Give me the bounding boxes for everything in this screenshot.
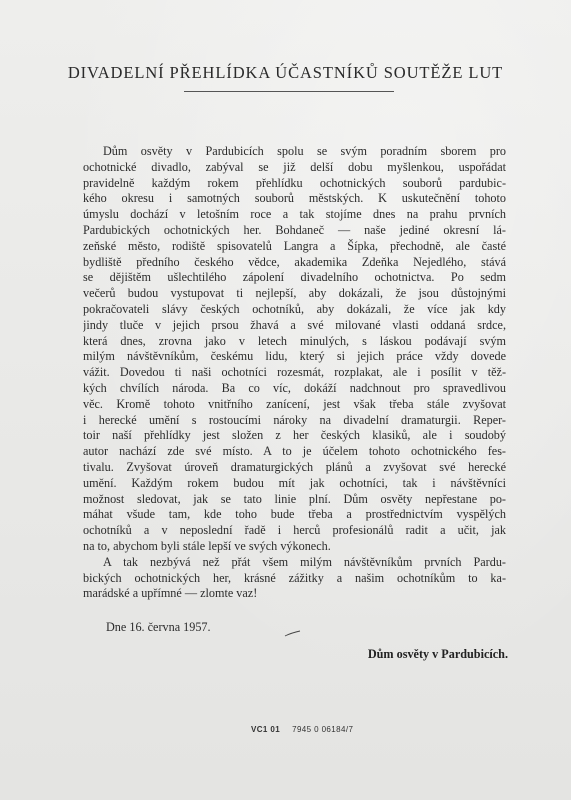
body-line: toir naší přehlídky jest složen z her českých klasiků, ale i soudobý <box>83 428 506 443</box>
body-line: milým návštěvníkům, českému lidu, který si jejich práce vždy dovede <box>83 349 506 364</box>
body-line: zeňské město, rodiště spisovatelů Langra a Šípka, přechodně, ale časté <box>83 238 506 253</box>
signature: Dům osvěty v Pardubicích. <box>367 647 508 661</box>
body-line: úmyslu dochází v letošním roce a tak stojíme dnes na prahu prvních <box>83 207 506 222</box>
body-line: kých chvílích národa. Ba co víc, dokáží nadchnout pro spravedlivou <box>83 380 506 395</box>
title-underline <box>184 91 394 92</box>
body-line: která dnes, zrovna jako v letech minulých, s láskou podávají svým <box>83 333 506 348</box>
body-line: autor nachází zde své místo. A to je účelem tohoto ochotnického fes- <box>83 444 506 459</box>
body-line: věc. Kromě tohoto vnitřního zanícení, jest však třeba stále zvyšovat <box>83 396 506 411</box>
body-line: tivalu. Zvyšovat úroveň dramaturgických plánů a zvyšovat své herecké <box>83 459 506 474</box>
body-line: bydliště předního českého vědce, akademika Zdeňka Nejedlého, stává <box>83 254 506 269</box>
body-line: vážit. Dovedou ti naši ochotníci rozesmát, rozplakat, ale i posílit v těž- <box>83 365 506 380</box>
body-line: i herecké umění s rostoucími nároky na divadelní dramaturgii. Reper- <box>83 412 506 427</box>
print-code <box>251 725 353 734</box>
body-line: marádské a upřímné — zlomte vaz! <box>83 586 258 601</box>
body-line: umění. Každým rokem budou mít jak ochotníci, tak i návštěvníci <box>83 475 506 490</box>
body-line: možnost sledovat, jak se tato linie plní. Dům osvěty nepřestane po- <box>83 491 506 506</box>
body-line: na to, abychom byli stále lepší ve svých výkonech. <box>83 538 331 553</box>
print-code-number: 7945 0 06184/7 <box>292 725 354 734</box>
body-line: pravidelně každým rokem přehlídku ochotnických souborů pardubic- <box>83 175 506 190</box>
print-code-prefix: VC1 01 <box>251 725 281 734</box>
body-line: A tak nezbývá než přát všem milým návštěvníkům prvních Pardu- <box>103 554 506 569</box>
body-line: máhat všude tam, kde toho bude třeba a prostřednictvím vyspělých <box>83 507 506 522</box>
date-line: Dne 16. června 1957. <box>106 620 211 634</box>
body-line: kého okresu i samotných souborů městských. K uskutečnění tohoto <box>83 191 506 206</box>
body-line: večerů budou vystupovat ti nejlepší, aby dokázali, že jsou důstojnými <box>83 286 506 301</box>
body-line: se dějištěm ušlechtilého zápolení divadelního ochotnictva. Po sedm <box>83 270 506 285</box>
body-line: Dům osvěty v Pardubicích spolu se svým poradním sborem pro <box>103 144 506 158</box>
pen-mark <box>284 630 302 638</box>
document-title: DIVADELNÍ PŘEHLÍDKA ÚČASTNÍKŮ SOUTĚŽE LUT <box>67 63 504 82</box>
body-line: bických ochotnických her, krásné zážitky a našim ochotníkům to ka- <box>83 570 506 585</box>
body-text <box>83 144 506 602</box>
body-line: Pardubických ochotnických her. Bohdaneč — naše jediné okresní lá- <box>83 222 506 237</box>
body-line: pokračovateli slávy českých ochotníků, aby dokázali, že více jak kdy <box>83 301 506 316</box>
body-line: ochotníků a v neposlední řadě i herců profesionálů radit a učit, jak <box>83 523 506 538</box>
body-line: jindy tluče v jejich prsou žhavá a své milované vlasti oddaná srdce, <box>83 317 506 332</box>
body-line: ochotnické divadlo, zabýval se již delší dobu myšlenkou, uspořádat <box>83 159 506 174</box>
